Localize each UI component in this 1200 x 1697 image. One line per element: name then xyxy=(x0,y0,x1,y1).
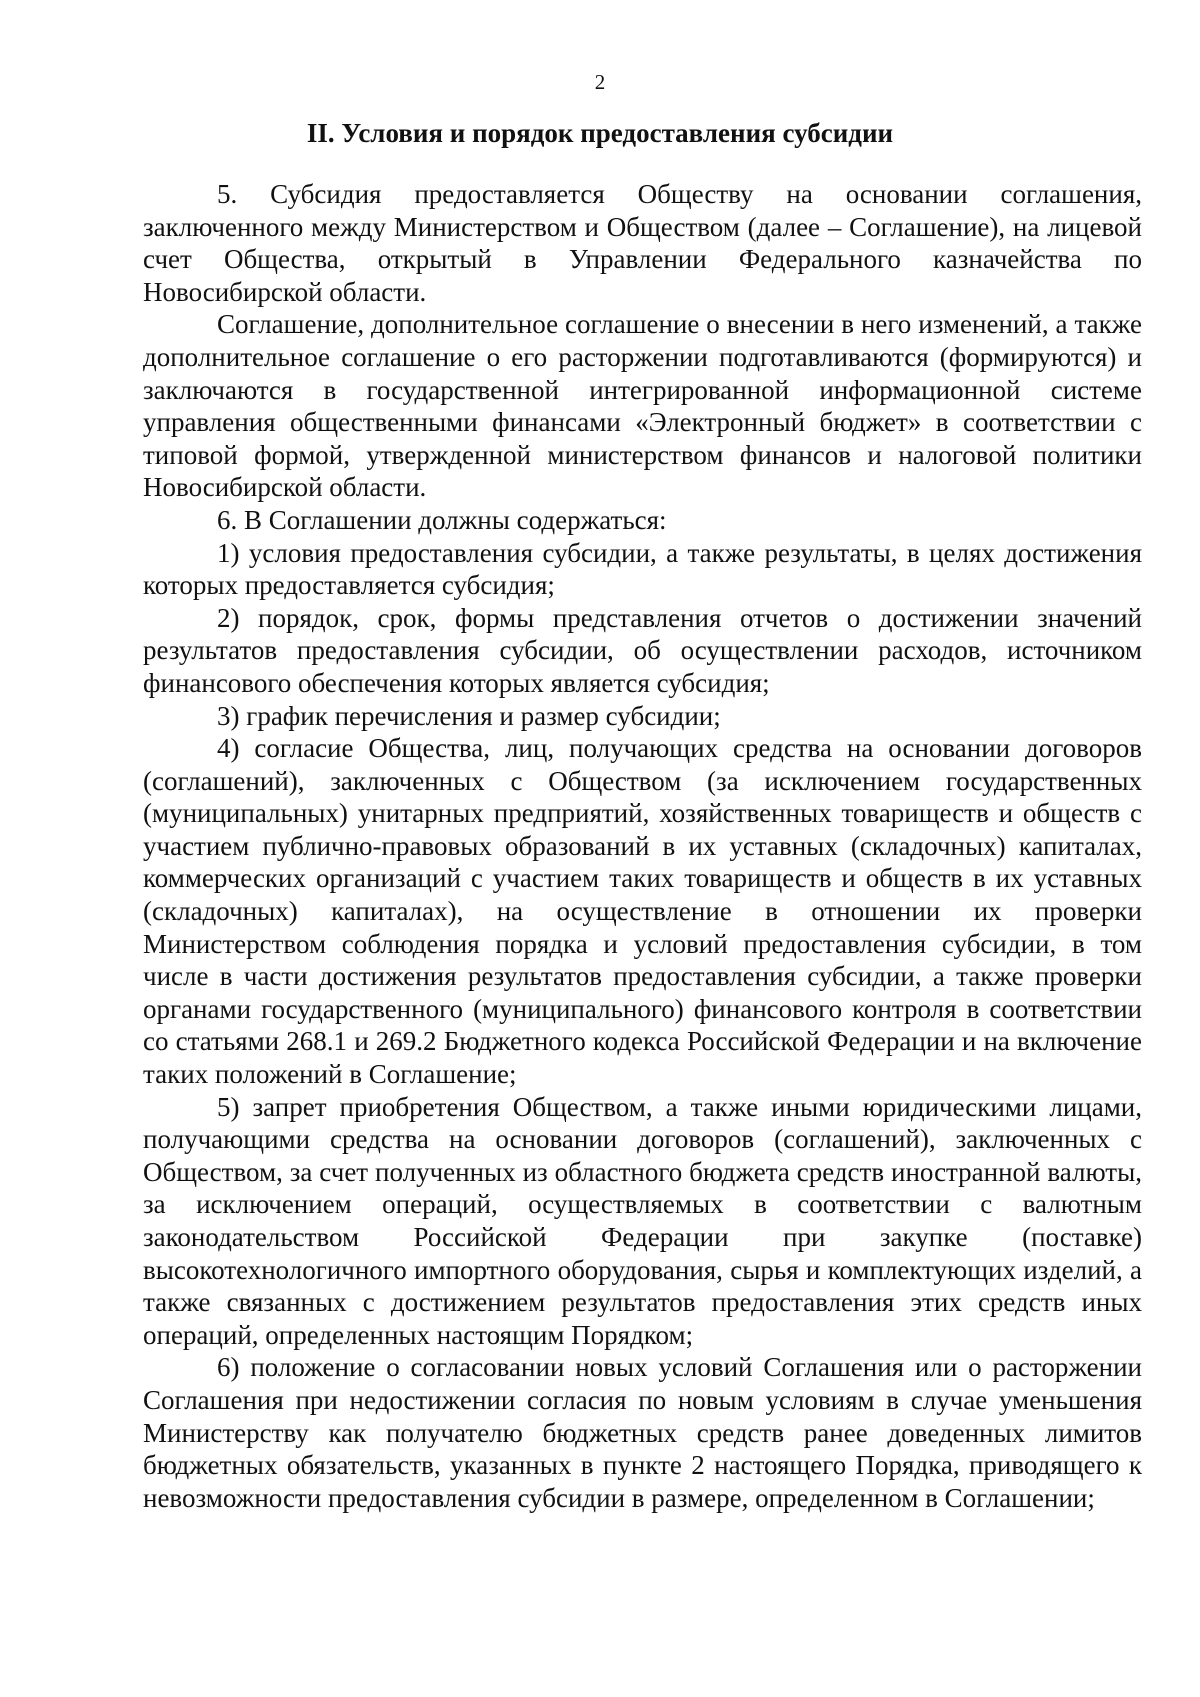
document-body xyxy=(143,178,1142,1514)
list-item-3: 3) график перечисления и размер субсидии; xyxy=(217,700,721,731)
list-item-2: 2) порядок, срок, формы представления отчетов о достижении значений результатов предоставления субсидии, об осуществлении расходов, источником финансового обеспечения которых является субсидия; xyxy=(143,602,1142,698)
list-item-1: 1) условия предоставления субсидии, а также результаты, в целях достижения которых предоставляется субсидия; xyxy=(143,537,1142,601)
page-number: 2 xyxy=(594,70,606,94)
list-item-6: 6) положение о согласовании новых условий Соглашения или о расторжении Соглашения при недостижении согласия по новым условиям в случае уменьшения Министерству как получателю бюджетных средств ранее доведенных лимитов бюджетных обязательств, указанных в пункте 2 настоящего Порядка, приводящего к невозможности предоставления субсидии в размере, определенном в Соглашении; xyxy=(143,1352,1142,1513)
paragraph-agreement-system: Соглашение, дополнительное соглашение о внесении в него изменений, а также дополнительное соглашение о его расторжении подготавливаются (формируются) и заключаются в государственной интегрированной информационной системе управления общественными финансами «Электронный бюджет» в соответствии с типовой формой, утвержденной министерством финансов и налоговой политики Новосибирской области. xyxy=(143,309,1142,503)
list-item-4: 4) согласие Общества, лиц, получающих средства на основании договоров (соглашений), заключенных с Обществом (за исключением государственных (муниципальных) унитарных предприятий, хозяйственных товариществ и обществ с участием публично-правовых образований в их уставных (складочных) капиталах, коммерческих организаций с участием таких товариществ и обществ в их уставных (складочных) капиталах), на осуществление в отношении их проверки Министерством соблюдения порядка и условий предоставления субсидии, в том числе в части достижения результатов предоставления субсидии, а также проверки органами государственного (муниципального) финансового контроля в соответствии со статьями 268.1 и 269.2 Бюджетного кодекса Российской Федерации и на включение таких положений в Соглашение; xyxy=(143,733,1142,1090)
paragraph-clause-5: 5. Субсидия предоставляется Обществу на основании соглашения, заключенного между Министерством и Обществом (далее – Соглашение), на лицевой счет Общества, открытый в Управлении Федерального казначейства по Новосибирской области. xyxy=(143,179,1142,307)
section-heading: II. Условия и порядок предоставления субсидии xyxy=(306,118,894,148)
list-item-5: 5) запрет приобретения Обществом, а также иными юридическими лицами, получающими средства на основании договоров (соглашений), заключенных с Обществом, за счет полученных из областного бюджета средств иностранной валюты, за исключением операций, осуществляемых в соответствии с валютным законодательством Российской Федерации при закупке (поставке) высокотехнологичного импортного оборудования, сырья и комплектующих изделий, а также связанных с достижением результатов предоставления этих средств иных операций, определенных настоящим Порядком; xyxy=(143,1091,1142,1350)
paragraph-clause-6: 6. В Соглашении должны содержаться: xyxy=(217,504,667,535)
